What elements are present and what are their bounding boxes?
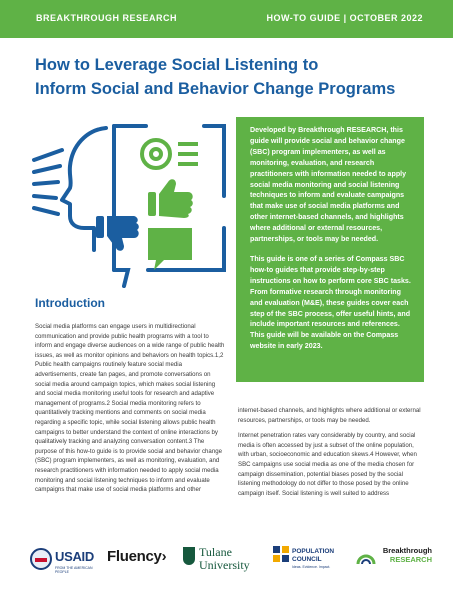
social-listening-illustration: [28, 120, 238, 290]
tulane-wordmark-1: Tulane: [199, 545, 232, 559]
overview-callout: [236, 117, 424, 382]
header-bar: [0, 0, 453, 38]
chat-bubble-icon: [148, 228, 192, 270]
title-line-2: Inform Social and Behavior Change Programs: [35, 80, 396, 98]
callout-paragraph-2: This guide is one of a series of Compass SBC how-to guides that provide step-by-step instructions on how to perform core SBC tasks. From formative research through monitoring and evaluation (M&E), these guides cover each step of the SBC process, offer useful hints, and include important resources and references. This guide will be available on the Compass website in early 2023.: [250, 254, 411, 351]
fluency-wordmark: Fluency: [107, 548, 162, 565]
col2-paragraph-1: internet-based channels, and highlights where additional or external resources, partnerships, or tools may be needed.: [238, 407, 421, 424]
introduction-column-1: Social media platforms can engage users in multidirectional communication and provide public health programs with a tool to inform and engage diverse audiences on a wide range of public health issues, as well as monitor opinions and behaviors on health topics.1,2 Public health campaigns routinely feature social media advertisements, create fan pages, and promote conversations on social media around campaign topics, which makes social listening and social media monitoring useful tools for research and adaptive management of programs.2 Social media monitoring refers to quantitatively tracking mentions and comments on social media regarding a specific topic, while social listening allows public health campaigns to better understand the context of online interactions by qualitatively tracking and analyzing conversation content.3 The purpose of this how-to guide is to provide social and behavior change (SBC) program implementers, as well as monitoring, evaluation, and research practitioners with information needed to apply social media monitoring and social listening techniques to inform and evaluate campaigns that make use of social media platforms and other: [35, 323, 225, 494]
tulane-wordmark-2: University: [199, 558, 250, 572]
tulane-shield-icon: [183, 547, 195, 565]
breakthrough-research-logo: [352, 546, 432, 580]
usaid-tagline: FROM THE AMERICAN PEOPLE: [55, 566, 93, 574]
col2-paragraph-2: Internet penetration rates vary considerably by country, and social media is often accessed by just a subset of the online population, with urban, socioeconomic and education skews.4 However, when SBC campaigns use social media as one of the media chosen for campaign dissemination, potential biases posed by the social listening methodology do not differ to those posed by the online campaign itself. Social listening is well suited to address: [238, 432, 417, 497]
popcouncil-wordmark-2: COUNCIL: [292, 556, 322, 563]
header-brand: BREAKTHROUGH RESEARCH: [36, 13, 178, 23]
header-meta: HOW-TO GUIDE | OCTOBER 2022: [266, 13, 423, 23]
title-line-1: How to Leverage Social Listening to: [35, 56, 319, 74]
tulane-logo: [183, 545, 253, 579]
usaid-wordmark: USAID: [55, 549, 94, 564]
btr-wordmark-2: RESEARCH: [389, 555, 432, 564]
breakthrough-arc-icon: [356, 548, 376, 566]
thumbs-up-icon: [148, 179, 193, 218]
btr-wordmark-1: Breakthrough: [382, 546, 432, 555]
at-sign-icon: [142, 140, 198, 168]
chevron-right-icon: ›: [161, 548, 167, 565]
introduction-heading: Introduction: [35, 296, 105, 310]
usaid-seal-icon: [30, 548, 52, 570]
page-title: [35, 53, 425, 101]
partner-logos: [0, 540, 453, 592]
thumbs-down-icon: [96, 216, 139, 251]
head-silhouette-icon: [34, 128, 106, 250]
usaid-logo: [30, 546, 98, 576]
fluency-logo: [107, 548, 166, 565]
callout-paragraph-1: Developed by Breakthrough RESEARCH, this guide will provide social and behavior change (SBC) program implementers, as well as monitoring, evaluation, and research practitioners with information needed to apply social media monitoring and social listening techniques to inform and evaluate campaigns that make use of social media platforms and other internet-based channels, and highlights where additional or external resources, partnerships, or tools may be needed.: [250, 126, 407, 244]
population-council-logo: [273, 546, 343, 580]
popcouncil-tagline: Ideas. Evidence. Impact.: [292, 565, 331, 569]
population-council-mark-icon: [273, 546, 289, 568]
popcouncil-wordmark-1: POPULATION: [292, 548, 335, 555]
introduction-column-2: [238, 406, 422, 504]
